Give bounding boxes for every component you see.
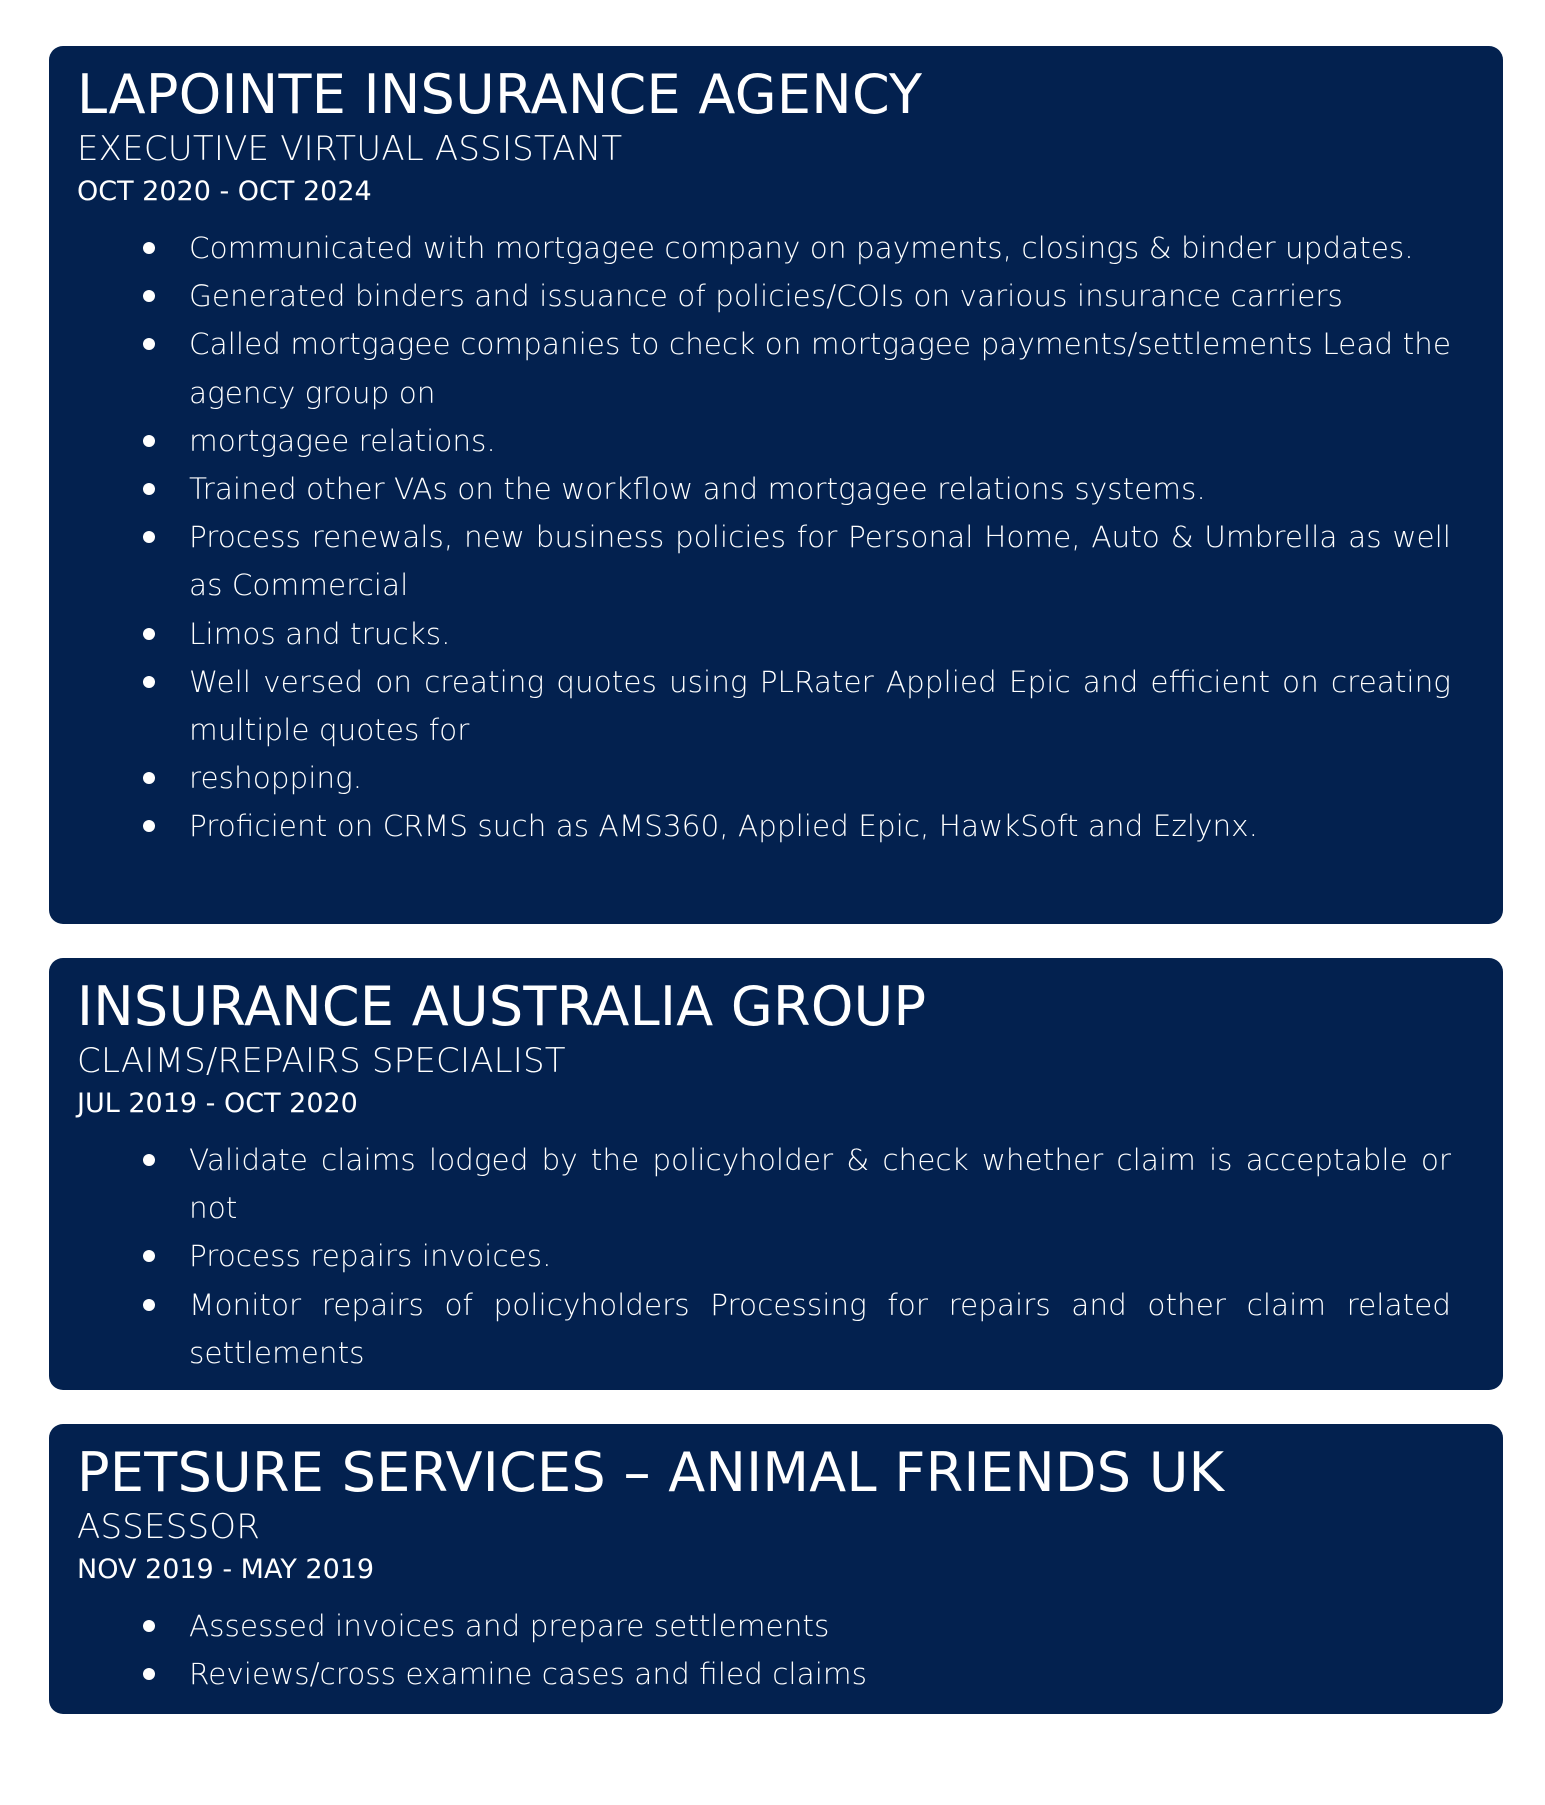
list-item <box>189 1232 1451 1280</box>
company-name: LAPOINTE INSURANCE AGENCY <box>77 63 923 126</box>
bullet-icon <box>143 483 155 495</box>
company-name: INSURANCE AUSTRALIA GROUP <box>77 975 927 1038</box>
list-item-text: Proficient on CRMS such as AMS360, Applied Epic, HawkSoft and Ezlynx. <box>189 809 1259 844</box>
list-item <box>189 417 1451 465</box>
list-item-text: Called mortgagee companies to check on mortgagee payments/settlements Lead the agency group on <box>189 327 1451 410</box>
bullet-icon <box>143 1299 155 1311</box>
job-title: CLAIMS/REPAIRS SPECIALIST <box>77 1041 566 1081</box>
list-item-text: Limos and trucks. <box>189 616 451 651</box>
bullet-icon <box>143 290 155 302</box>
list-item-text: reshopping. <box>189 761 363 796</box>
list-item-text: Well versed on creating quotes using PLRater Applied Epic and efficient on creating multiple quotes for <box>189 664 1451 748</box>
list-item-text: Validate claims lodged by the policyholder & check whether claim is acceptable or not <box>189 1143 1451 1226</box>
employment-dates: JUL 2019 - OCT 2020 <box>77 1088 358 1119</box>
company-name: PETSURE SERVICES – ANIMAL FRIENDS UK <box>77 1441 1225 1504</box>
list-item <box>189 1136 1451 1232</box>
list-item-text: Process renewals, new business policies for Personal Home, Auto & Umbrella as well as Commercial <box>189 520 1451 603</box>
bullet-icon <box>143 820 155 832</box>
list-item-text: mortgagee relations. <box>189 423 496 458</box>
list-item <box>189 1650 1451 1698</box>
list-item <box>189 513 1451 609</box>
list-item-text: Reviews/cross examine cases and filed claims <box>189 1657 868 1692</box>
list-item <box>189 320 1451 416</box>
bullet-icon <box>143 435 155 447</box>
experience-card-petsure <box>49 1424 1503 1714</box>
list-item-text: Assessed invoices and prepare settlements <box>189 1609 830 1643</box>
bullet-icon <box>143 1250 155 1262</box>
list-item-text: Process repairs invoices. <box>189 1239 552 1274</box>
list-item <box>189 1602 1451 1650</box>
list-item <box>189 658 1451 754</box>
employment-dates: NOV 2019 - MAY 2019 <box>77 1554 375 1585</box>
bullet-icon <box>143 1668 155 1680</box>
bullet-icon <box>143 772 155 784</box>
list-item <box>189 465 1451 513</box>
list-item <box>189 272 1451 320</box>
list-item <box>189 1281 1451 1377</box>
experience-card-lapointe <box>49 46 1503 924</box>
job-title: EXECUTIVE VIRTUAL ASSISTANT <box>77 129 623 169</box>
list-item <box>189 224 1451 272</box>
list-item <box>189 802 1451 850</box>
list-item <box>189 610 1451 658</box>
list-item-text: Generated binders and issuance of policies/COIs on various insurance carriers <box>189 279 1343 314</box>
bullet-icon <box>143 338 155 350</box>
experience-card-iag <box>49 958 1503 1390</box>
list-item-text: Communicated with mortgagee company on payments, closings & binder updates. <box>189 231 1414 265</box>
list-item-text: Monitor repairs of policyholders Processing for repairs and other claim related settlements <box>189 1287 1451 1370</box>
responsibility-list <box>189 1136 1451 1377</box>
bullet-icon <box>143 242 155 254</box>
list-item-text: Trained other VAs on the workflow and mortgagee relations systems. <box>189 472 1206 507</box>
bullet-icon <box>143 628 155 640</box>
employment-dates: OCT 2020 - OCT 2024 <box>77 176 372 207</box>
job-title: ASSESSOR <box>77 1507 261 1547</box>
bullet-icon <box>143 676 155 688</box>
responsibility-list <box>189 224 1451 851</box>
bullet-icon <box>143 531 155 543</box>
bullet-icon <box>143 1620 155 1632</box>
list-item <box>189 754 1451 802</box>
responsibility-list <box>189 1602 1451 1698</box>
bullet-icon <box>143 1154 155 1166</box>
